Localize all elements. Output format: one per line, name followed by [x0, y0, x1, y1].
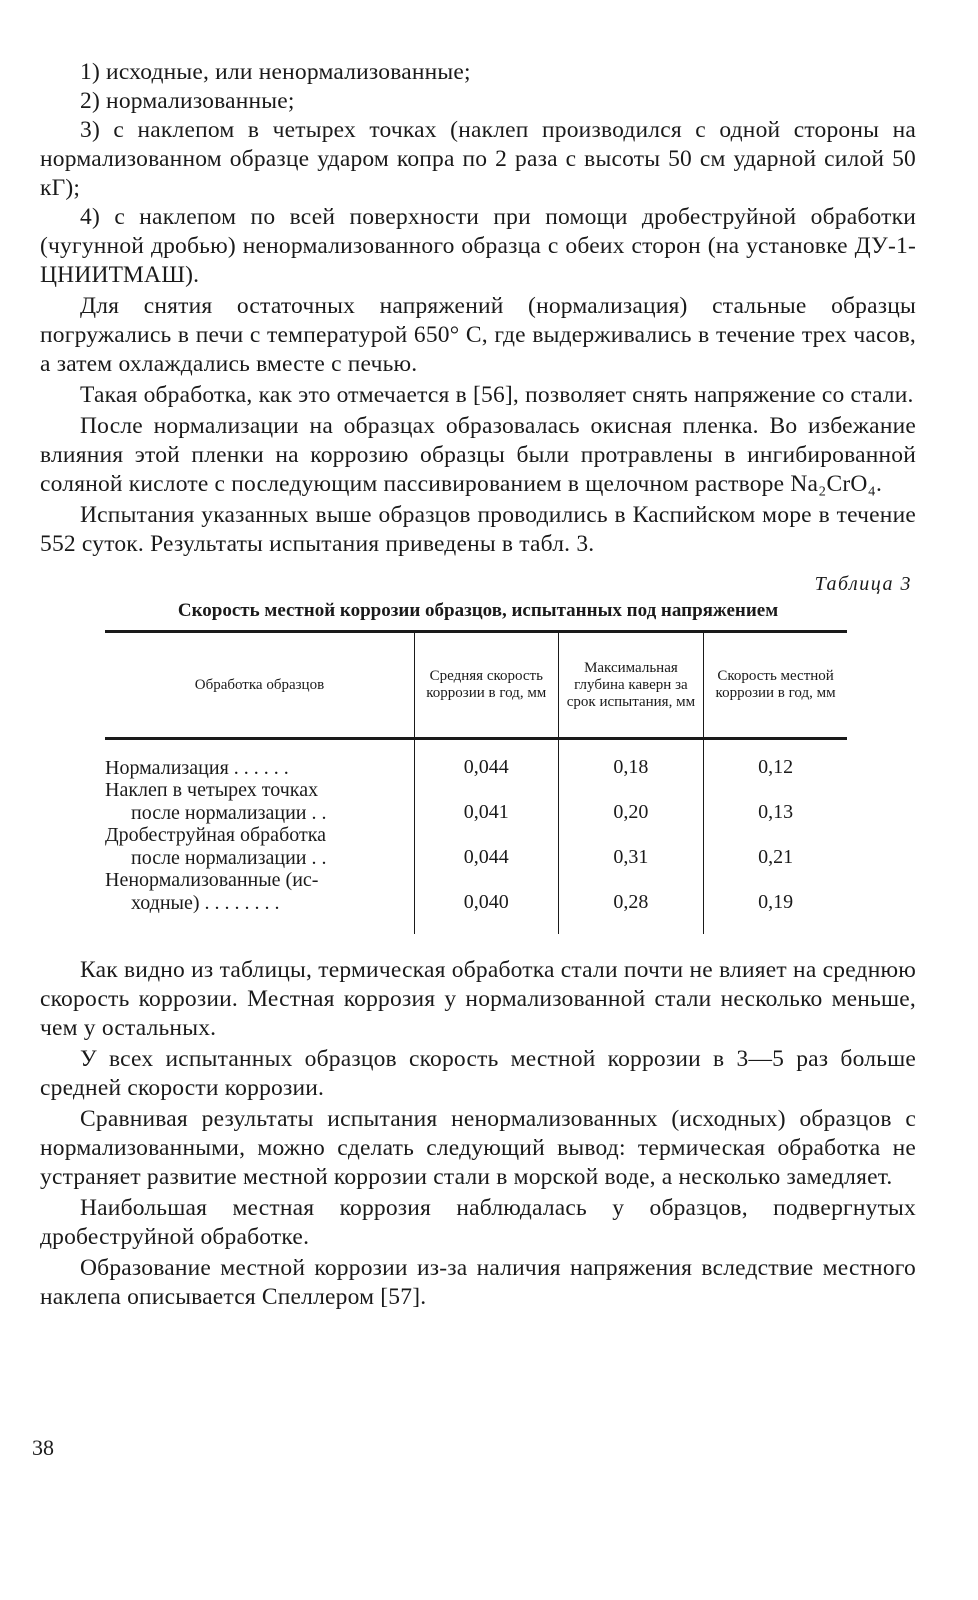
- table-header-row: [105, 632, 847, 739]
- row-label: Наклеп в четырех точках после нормализации ..: [105, 779, 332, 824]
- cell-avg: 0,044: [414, 756, 558, 779]
- cell-max-depth: 0,20: [558, 779, 704, 824]
- paragraph-oxide-film: После нормализации на образцах образовалась окисная пленка. Во избежание влияния этой пленки на коррозию образцы были протравлены в ингибированной соляной кислоте с последующим пассивированием в щелочном растворе Na₂CrO₄.: [40, 413, 916, 497]
- page-content: [40, 58, 916, 1312]
- row-label: Дробеструйная обработка после нормализации ..: [105, 824, 332, 869]
- paragraph-normalization: Для снятия остаточных напряжений (нормализация) стальные образцы погружались в печи с температурой 650° С, где выдерживались в течение трех часов, а затем охлаждались вместе с печью.: [40, 293, 916, 377]
- cell-local: 0,21: [704, 824, 847, 869]
- table-row: [105, 779, 847, 824]
- table-row: [105, 824, 847, 869]
- list-item-2: 2) нормализованные;: [80, 88, 295, 114]
- paragraph-conclusion-2: У всех испытанных образцов скорость местной коррозии в 3—5 раз больше средней скорости коррозии.: [40, 1046, 916, 1101]
- row-label: Ненормализованные (ис- ходные) ........: [105, 869, 319, 914]
- table-caption: Таблица 3: [814, 573, 912, 595]
- cell-local: 0,12: [704, 756, 847, 779]
- list-item-1: 1) исходные, или ненормализованные;: [80, 59, 471, 85]
- cell-max-depth: 0,28: [558, 869, 704, 914]
- cell-avg: 0,041: [414, 779, 558, 824]
- paragraph-tests: Испытания указанных выше образцов проводились в Каспийском море в течение 552 суток. Результаты испытания приведены в табл. 3.: [40, 502, 916, 557]
- paragraph-conclusion-3: Сравнивая результаты испытания ненормализованных (исходных) образцов с нормализованными, можно сделать следующий вывод: термическая обработка не устраняет развитие местной коррозии стали в морской воде, а несколько замедляет.: [40, 1106, 916, 1190]
- cell-max-depth: 0,18: [558, 756, 704, 779]
- list-item-3: 3) с наклепом в четырех точках (наклеп производился с одной стороны на нормализованном образце ударом копра по 2 раза с высоты 50 см ударной силой 50 кГ);: [40, 117, 916, 201]
- paragraph-treatment: Такая обработка, как это отмечается в [56], позволяет снять напряжение со стали.: [80, 382, 914, 408]
- header-avg-rate: Средняя скорость коррозии в год, мм: [414, 632, 558, 739]
- corrosion-table: [105, 630, 847, 934]
- paragraph-conclusion-1: Как видно из таблицы, термическая обработка стали почти не влияет на среднюю скорость коррозии. Местная коррозия у нормализованной стали несколько меньше, чем у остальных.: [40, 957, 916, 1041]
- table-row: [105, 756, 847, 779]
- paragraph-conclusion-5: Образование местной коррозии из-за наличия напряжения вследствие местного наклепа описывается Спеллером [57].: [40, 1255, 916, 1310]
- paragraph-conclusion-4: Наибольшая местная коррозия наблюдалась у образцов, подвергнутых дробеструйной обработке.: [40, 1195, 916, 1250]
- row-label: Нормализация ......: [105, 756, 294, 779]
- page-number: 38: [32, 1435, 54, 1460]
- header-max-depth: Максимальная глубина каверн за срок испытания, мм: [558, 632, 704, 739]
- cell-avg: 0,044: [414, 824, 558, 869]
- table-spacer: [105, 739, 847, 757]
- table-title: Скорость местной коррозии образцов, испытанных под напряжением: [177, 600, 779, 621]
- cell-local: 0,19: [704, 869, 847, 914]
- table-row: [105, 869, 847, 914]
- list-item-4: 4) с наклепом по всей поверхности при помощи дробеструйной обработки (чугунной дробью) ненормализованного образца с обеих сторон (на установке ДУ-1-ЦНИИТМАШ).: [40, 204, 916, 288]
- cell-local: 0,13: [704, 779, 847, 824]
- cell-max-depth: 0,31: [558, 824, 704, 869]
- header-local-rate: Скорость местной коррозии в год, мм: [704, 632, 847, 739]
- table-tail: [105, 914, 847, 934]
- cell-avg: 0,040: [414, 869, 558, 914]
- header-treatment: Обработка образцов: [105, 632, 414, 739]
